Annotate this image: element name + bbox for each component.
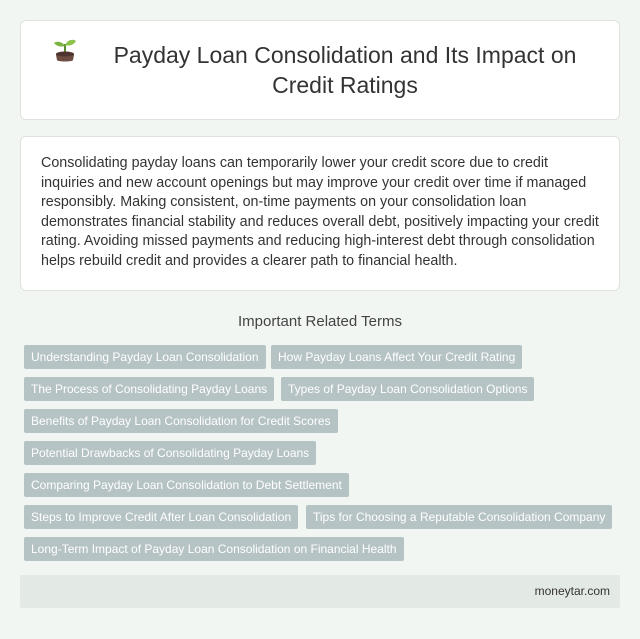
term-tag[interactable]: Understanding Payday Loan Consolidation [24, 345, 266, 369]
term-tag[interactable]: Comparing Payday Loan Consolidation to Debt Settlement [24, 473, 349, 497]
footer [20, 575, 620, 608]
summary-text: Consolidating payday loans can temporarily lower your credit score due to credit inquiries and new account openings but may improve your credit over time if managed responsibly. Making consistent, on-time payments on your consolidation loan demonstrates financial stability and reduces overall debt, positively impacting your credit rating. Avoiding missed payments and reducing high-interest debt through consolidation helps rebuild credit and provides a clearer path to financial health. [41, 155, 599, 269]
term-tag[interactable]: Long-Term Impact of Payday Loan Consolidation on Financial Health [24, 537, 404, 561]
term-tag[interactable]: Steps to Improve Credit After Loan Consolidation [24, 505, 298, 529]
title-row [50, 40, 590, 100]
term-tag[interactable]: The Process of Consolidating Payday Loans [24, 377, 274, 401]
summary-card [20, 136, 620, 291]
related-terms-heading: Important Related Terms [238, 313, 402, 330]
term-tag[interactable]: Potential Drawbacks of Consolidating Payday Loans [24, 441, 316, 465]
footer-site-link[interactable]: moneytar.com [534, 584, 610, 598]
term-tag[interactable]: Types of Payday Loan Consolidation Options [281, 377, 534, 401]
term-tag[interactable]: How Payday Loans Affect Your Credit Rating [271, 345, 522, 369]
page-title: Payday Loan Consolidation and Its Impact on Credit Ratings [113, 42, 577, 98]
term-tag[interactable]: Tips for Choosing a Reputable Consolidation Company [306, 505, 612, 529]
title-card [20, 20, 620, 120]
term-tag[interactable]: Benefits of Payday Loan Consolidation for Credit Scores [24, 409, 338, 433]
sprout-icon [50, 36, 80, 66]
